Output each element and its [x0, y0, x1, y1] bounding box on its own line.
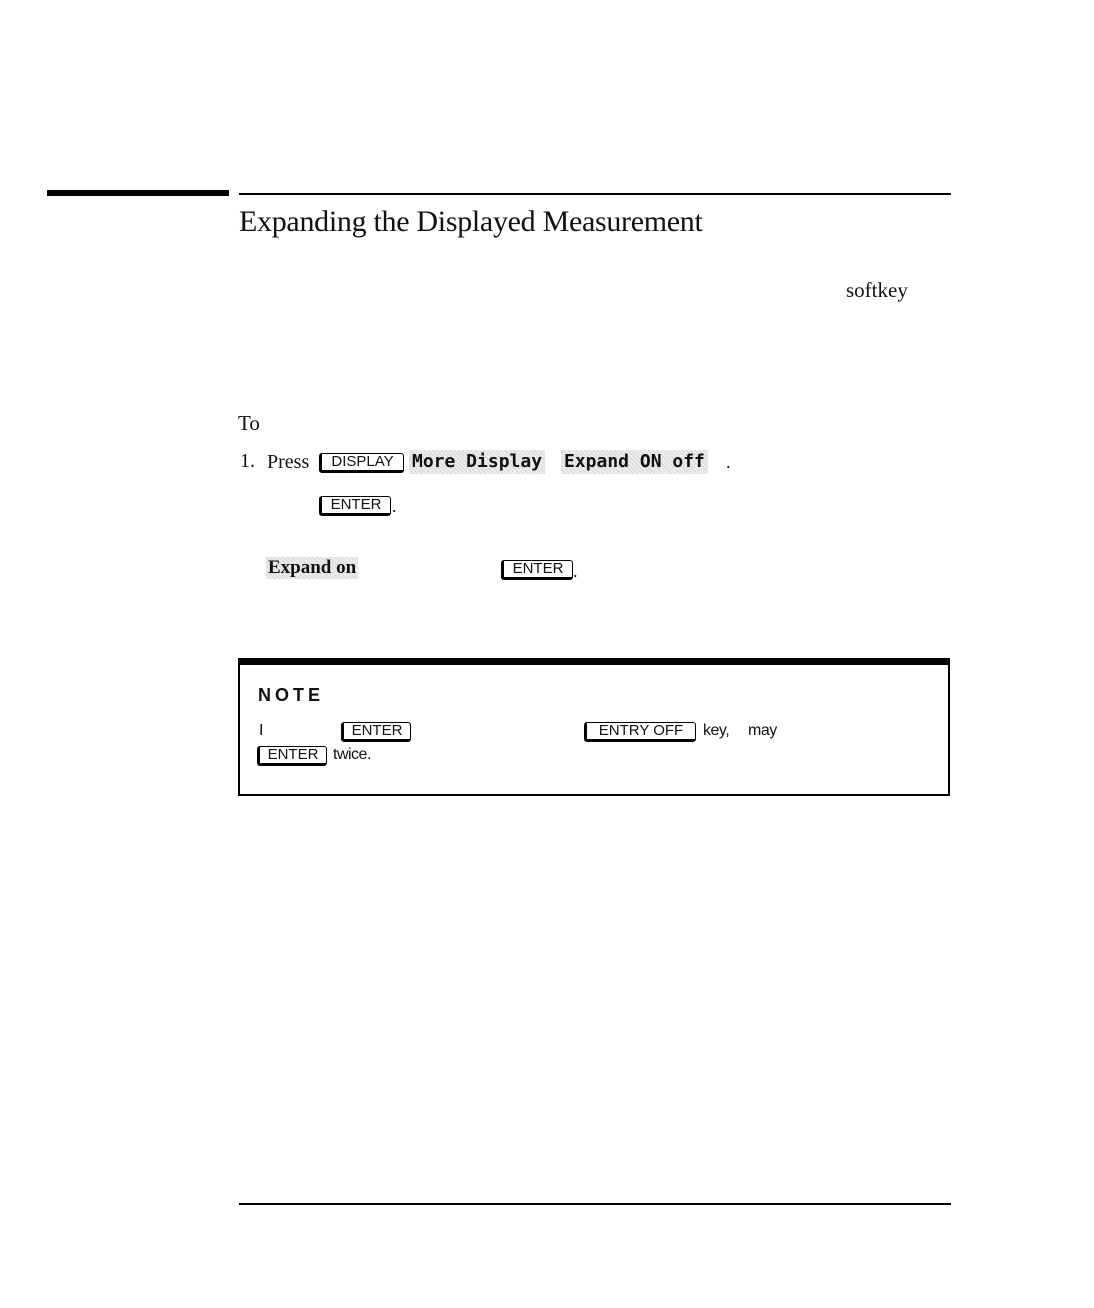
note-enter-hardkey[interactable]: ENTER — [341, 722, 411, 742]
header-thick-rule — [47, 190, 229, 196]
line2-period: . — [392, 496, 397, 516]
to-word: To — [238, 411, 260, 435]
note-line1-start: I — [259, 722, 263, 739]
press-word: Press — [267, 451, 310, 473]
more-display-softkey[interactable]: More Display — [409, 450, 545, 474]
line3-period: . — [573, 561, 578, 581]
note-word-key: key, — [703, 722, 730, 739]
softkey-word: softkey — [846, 278, 908, 302]
expand-on-off-softkey[interactable]: Expand ON off — [561, 450, 708, 474]
section-title: Expanding the Displayed Measurement — [239, 205, 703, 238]
header-thin-rule — [239, 193, 951, 195]
display-hardkey[interactable]: DISPLAY — [319, 453, 404, 473]
note-enter-hardkey-2[interactable]: ENTER — [257, 746, 327, 766]
note-label: NOTE — [258, 685, 325, 705]
enter-hardkey-2[interactable]: ENTER — [501, 560, 573, 580]
note-word-twice: twice. — [333, 746, 371, 763]
enter-hardkey[interactable]: ENTER — [319, 496, 391, 516]
note-entry-off-hardkey[interactable]: ENTRY OFF — [584, 722, 696, 742]
step-number: 1. — [240, 450, 255, 472]
expand-on-softkey[interactable]: Expand on — [268, 557, 357, 578]
footer-rule — [239, 1203, 951, 1205]
step1-period: . — [726, 452, 731, 472]
note-top-bar — [238, 658, 950, 665]
note-word-may: may — [748, 722, 777, 739]
